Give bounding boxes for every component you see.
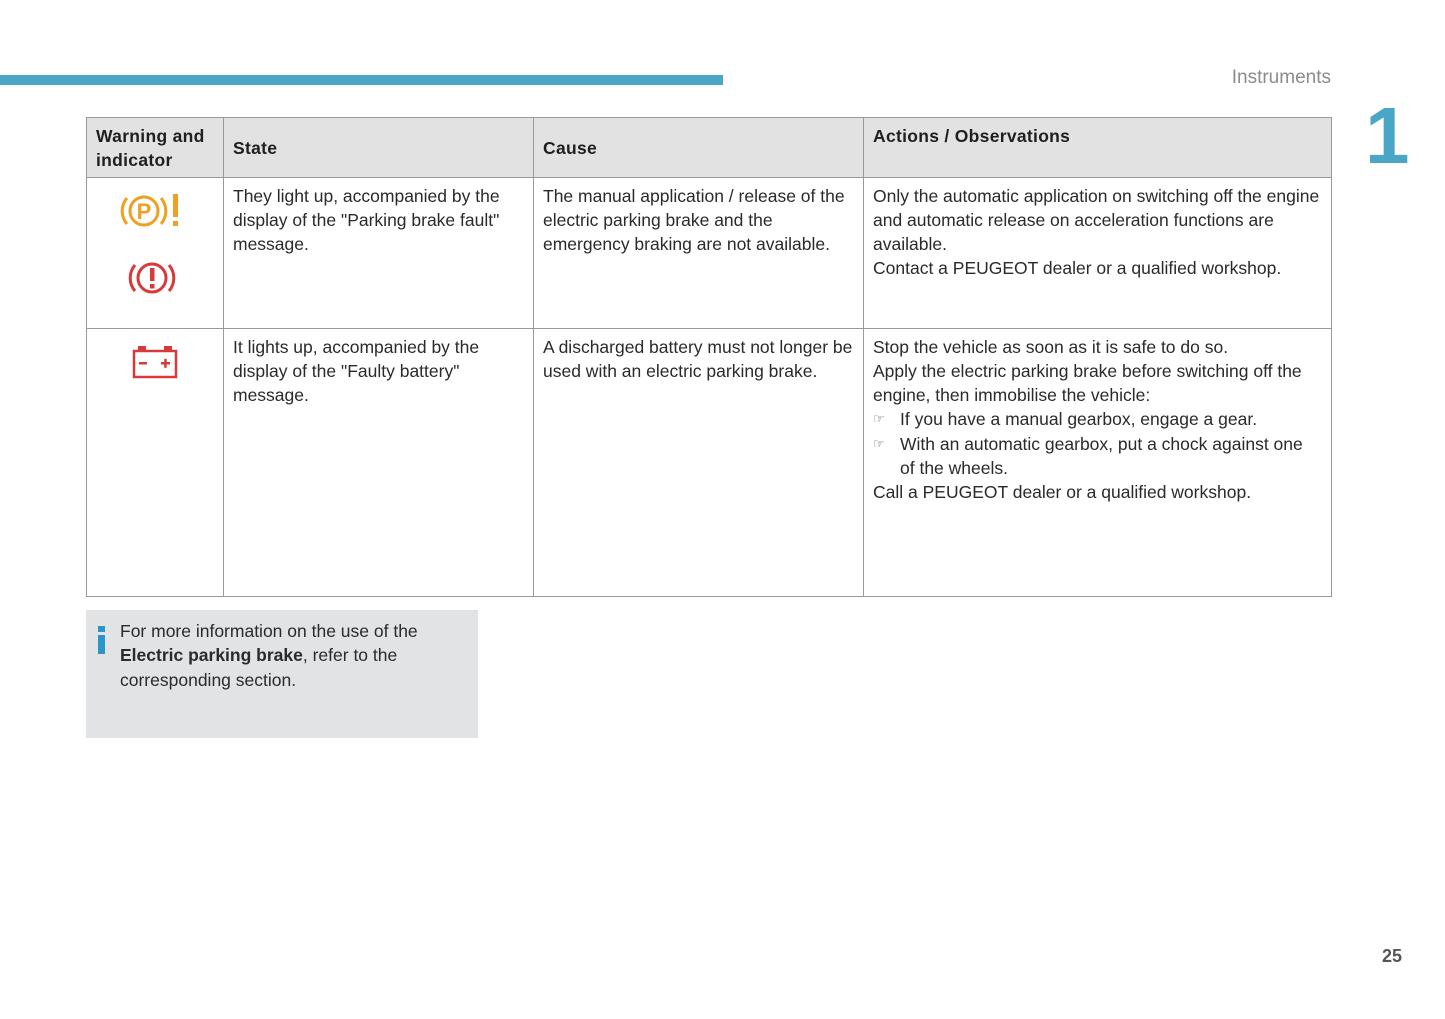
action-line: Contact a PEUGEOT dealer or a qualified workshop. [873, 258, 1282, 279]
action-line: Only the automatic application on switching off the engine and automatic release on acceleration functions are available. [873, 185, 1320, 255]
header-indicator: Warning and indicator [87, 118, 224, 178]
chapter-number: 1 [1365, 91, 1410, 180]
warning-table [86, 117, 1332, 597]
actions-cell [864, 328, 1332, 596]
action-line: Call a PEUGEOT dealer or a qualified workshop. [873, 482, 1252, 503]
indicator-cell [87, 328, 224, 596]
action-line: Stop the vehicle as soon as it is safe to do so. [873, 336, 1229, 357]
bullet-text: If you have a manual gearbox, engage a gear. [900, 409, 1258, 430]
action-bullet [873, 407, 1322, 431]
info-bold-link: Electric parking brake [120, 645, 303, 666]
actions-cell [864, 177, 1332, 328]
info-text-part: , refer to the corresponding section. [120, 645, 398, 690]
page-number: 25 [1382, 946, 1403, 966]
header-actions: Actions / Observations [864, 118, 1332, 178]
cause-cell: The manual application / release of the electric parking brake and the emergency braking are not available. [534, 177, 864, 328]
info-text-part: For more information on the use of the [120, 621, 418, 641]
info-text [120, 619, 465, 692]
pointing-hand-icon: ☞ [873, 435, 885, 451]
info-icon [98, 626, 105, 654]
action-line: Apply the electric parking brake before switching off the engine, then immobilise the vehicle: [873, 360, 1302, 406]
table-row [87, 328, 1332, 596]
table-header-row [87, 118, 1332, 178]
indicator-cell [87, 177, 224, 328]
header-cause: Cause [534, 118, 864, 178]
table-row [87, 177, 1332, 328]
info-box [86, 610, 478, 738]
braking-system-warning-icon [130, 264, 174, 292]
state-cell: It lights up, accompanied by the display of the "Faulty battery" message. [224, 328, 534, 596]
pointing-hand-icon: ☞ [873, 411, 885, 427]
header-state: State [224, 118, 534, 178]
action-bullet [873, 432, 1322, 481]
header-accent-bar [0, 75, 723, 85]
parking-brake-fault-icon [120, 184, 190, 296]
bullet-text: With an automatic gearbox, put a chock against one of the wheels. [900, 433, 1303, 479]
cause-cell: A discharged battery must not longer be used with an electric parking brake. [534, 328, 864, 596]
state-cell: They light up, accompanied by the display of the "Parking brake fault" message. [224, 177, 534, 328]
battery-charge-icon [132, 345, 178, 379]
svg-text:P: P [136, 198, 152, 224]
section-title: Instruments [1231, 67, 1331, 88]
